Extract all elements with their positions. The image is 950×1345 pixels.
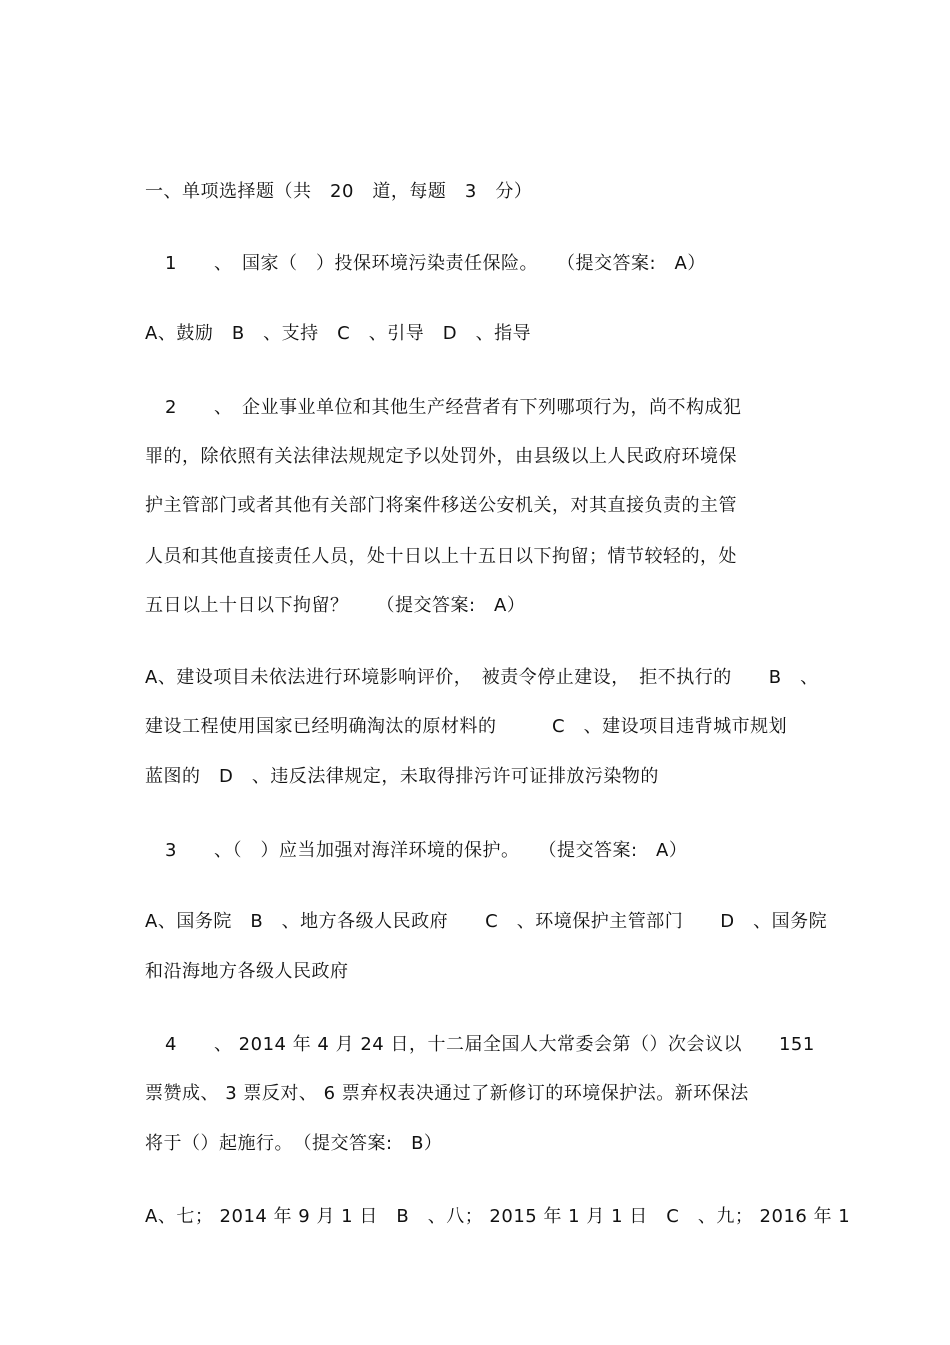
question-4-line-1: 4 、 2014 年 4 月 24 日，十二届全国人大常委会第（）次会议以 151: [165, 1034, 815, 1055]
question-2-options-3: 蓝图的 D 、违反法律规定，未取得排污许可证排放污染物的: [145, 766, 659, 787]
question-1-options: A、鼓励 B 、支持 C 、引导 D 、指导: [145, 323, 532, 344]
question-4-options-1: A、七； 2014 年 9 月 1 日 B 、八； 2015 年 1 月 1 日 C 、九； 2016 年 1: [145, 1206, 851, 1227]
question-1-line-1: 1 、 国家（ ）投保环境污染责任保险。 （提交答案: A）: [165, 253, 706, 274]
question-3-options-2: 和沿海地方各级人民政府: [145, 961, 349, 982]
question-2-options-1: A、建设项目未依法进行环境影响评价， 被责令停止建设， 拒不执行的 B 、: [145, 667, 819, 688]
section-title: 一、单项选择题（共 20 道，每题 3 分）: [145, 181, 533, 202]
question-2-line-3: 护主管部门或者其他有关部门将案件移送公安机关，对其直接负责的主管: [145, 495, 737, 516]
question-3-line-1: 3 、（ ）应当加强对海洋环境的保护。 （提交答案: A）: [165, 840, 688, 861]
question-2-line-4: 人员和其他直接责任人员，处十日以上十五日以下拘留；情节较轻的，处: [145, 546, 737, 567]
question-4-line-3: 将于（）起施行。 （提交答案: B）: [145, 1133, 443, 1154]
question-2-line-1: 2 、 企业事业单位和其他生产经营者有下列哪项行为，尚不构成犯: [165, 397, 742, 418]
question-2-line-5: 五日以上十日以下拘留？ （提交答案: A）: [145, 595, 526, 616]
question-4-line-2: 票赞成、 3 票反对、 6 票弃权表决通过了新修订的环境保护法。新环保法: [145, 1083, 749, 1104]
question-2-options-2: 建设工程使用国家已经明确淘汰的原材料的 C 、建设项目违背城市规划: [145, 716, 788, 737]
question-2-line-2: 罪的，除依照有关法律法规规定予以处罚外，由县级以上人民政府环境保: [145, 446, 737, 467]
question-3-options-1: A、国务院 B 、地方各级人民政府 C 、环境保护主管部门 D 、国务院: [145, 911, 828, 932]
